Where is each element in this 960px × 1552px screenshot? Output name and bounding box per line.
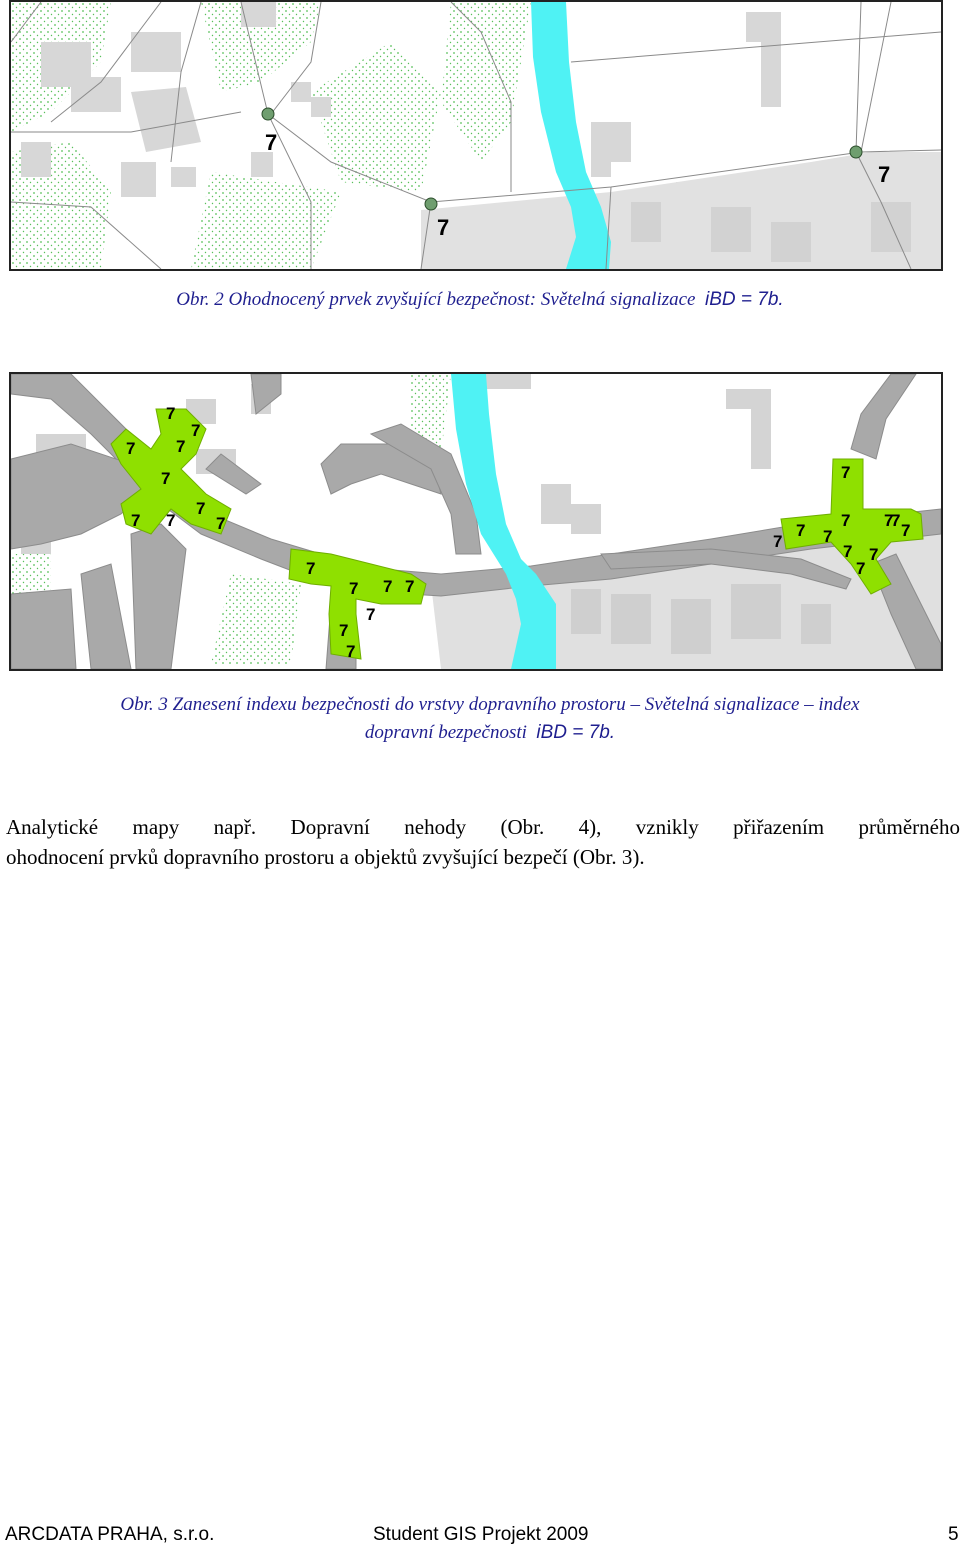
map2-canvas: [11, 374, 941, 669]
map1-canvas: [11, 2, 941, 269]
index-label: 7: [901, 521, 911, 540]
index-label: 7: [131, 511, 141, 530]
body-paragraph-line: ohodnocení prvků dopravního prostoru a objektů zvyšující bezpečí (Obr. 3).: [6, 845, 645, 869]
index-label: 7: [166, 511, 176, 530]
index-label: 7: [166, 404, 176, 423]
figure-caption: [0, 289, 960, 311]
index-label: 7: [346, 642, 356, 661]
index-label: 7: [856, 559, 866, 578]
figure-caption-value: iBD = 7b.: [536, 722, 616, 743]
body-paragraph-line: Analytické mapy např. Dopravní nehody (Obr. 4), vznikly přiřazením průměrného: [6, 815, 960, 839]
figure-caption-text: dopravní bezpečnosti: [364, 722, 527, 743]
figure-caption-value: iBD = 7b.: [705, 289, 784, 310]
index-label: 7: [773, 532, 783, 551]
index-label: 7: [126, 439, 136, 458]
index-label: 7: [796, 521, 806, 540]
index-label: 7: [869, 545, 879, 564]
index-label: 7: [843, 542, 853, 561]
index-label: 7: [366, 605, 376, 624]
index-label: 7: [306, 559, 316, 578]
index-label: 7: [823, 527, 833, 546]
index-label: 7: [405, 577, 415, 596]
map-safety-index: [9, 372, 943, 671]
index-label: 7: [196, 499, 206, 518]
figure-caption-text: Obr. 2 Ohodnocený prvek zvyšující bezpečnost: Světelná signalizace: [176, 289, 696, 310]
index-label: 7: [884, 511, 894, 530]
index-label: 7: [176, 437, 186, 456]
index-label: 7: [349, 579, 359, 598]
figure-caption: [30, 691, 950, 747]
node-label: 7: [265, 130, 278, 155]
index-label: 7: [216, 514, 226, 533]
traffic-light-node: [262, 108, 274, 120]
index-label: 7: [191, 421, 201, 440]
index-label: 7: [339, 621, 349, 640]
node-label: 7: [437, 215, 450, 240]
index-label: 7: [161, 469, 171, 488]
index-label: 7: [841, 511, 851, 530]
index-label: 7: [841, 463, 851, 482]
footer-company: ARCDATA PRAHA, s.r.o.: [5, 1524, 215, 1545]
index-label: 7: [891, 511, 901, 530]
index-label: 7: [383, 577, 393, 596]
figure-caption-line: [30, 719, 950, 747]
traffic-light-node: [425, 198, 437, 210]
map-traffic-lights: [9, 0, 943, 271]
node-label: 7: [878, 162, 891, 187]
page-number: 5: [948, 1524, 959, 1545]
traffic-light-node: [850, 146, 862, 158]
figure-caption-line: Obr. 3 Zanesení indexu bezpečnosti do vrstvy dopravního prostoru – Světelná signalizace – index: [120, 694, 860, 715]
footer-title: Student GIS Projekt 2009: [373, 1524, 589, 1545]
